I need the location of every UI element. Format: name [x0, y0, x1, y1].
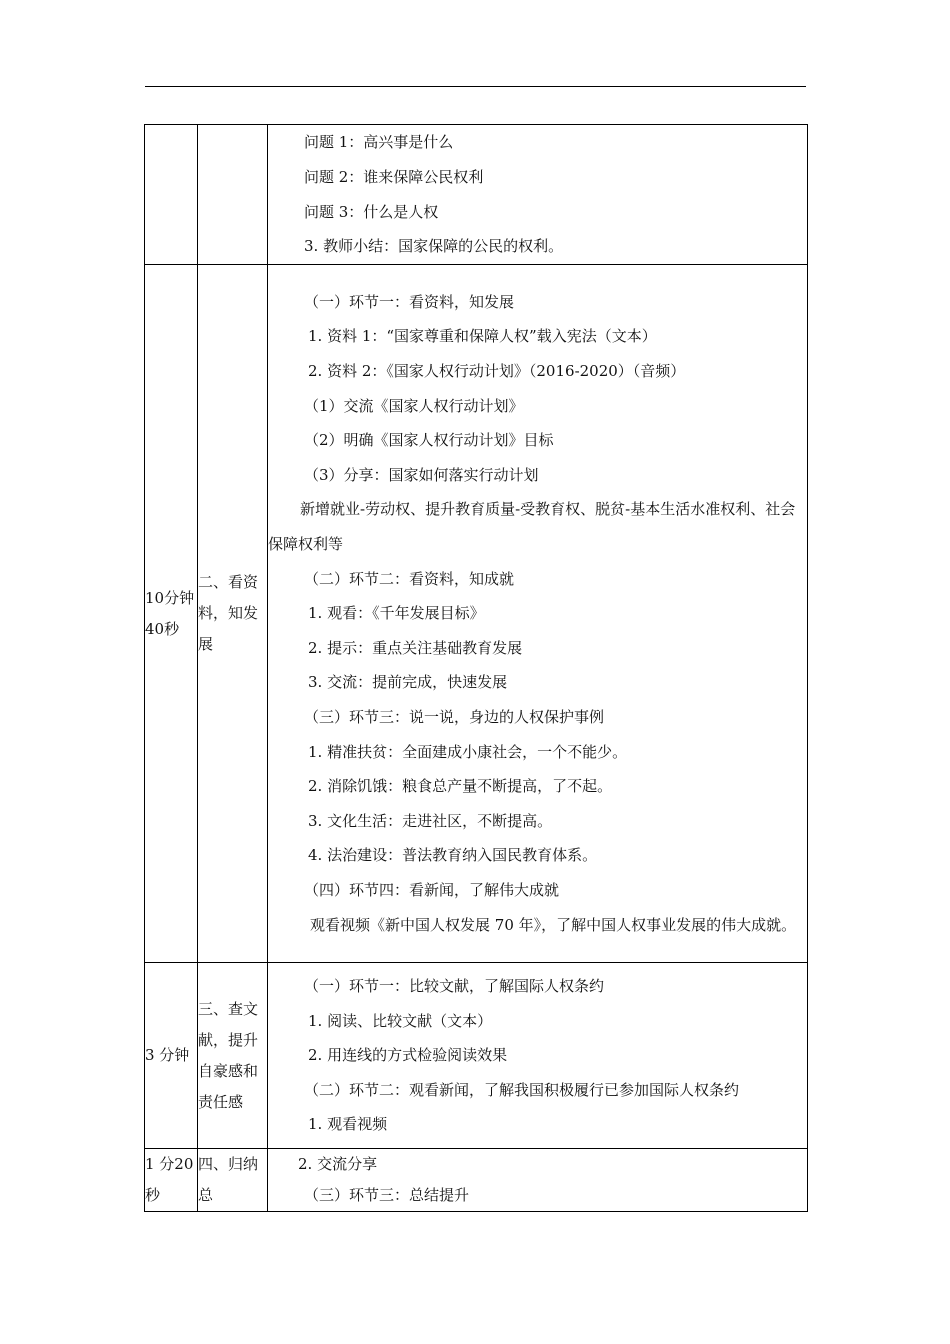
stage-cell: 四、归纳 总 [198, 1149, 268, 1212]
table-row [145, 1149, 808, 1212]
content-line: 问题 2：谁来保障公民权利 [304, 167, 484, 186]
content-line: 1. 观看视频 [308, 1115, 388, 1134]
content-line: （3）分享：国家如何落实行动计划 [304, 465, 539, 484]
content-line: 1. 精准扶贫：全面建成小康社会，一个不能少。 [308, 742, 628, 761]
time-cell [145, 125, 198, 265]
table-row [145, 125, 808, 265]
content-line: （1）交流《国家人权行动计划》 [304, 396, 524, 415]
time-cell: 3 分钟 [145, 963, 198, 1149]
content-line: （四）环节四：看新闻，了解伟大成就 [304, 880, 560, 899]
content-line: （二）环节二：看资料，知成就 [304, 569, 515, 588]
table-row [145, 963, 808, 1149]
table-row [145, 265, 808, 963]
content-line: 1. 资料 1：“国家尊重和保障人权”载入宪法（文本） [308, 327, 657, 346]
content-cell [268, 963, 808, 1149]
content-cell [268, 125, 808, 265]
stage-cell: 二、看资料，知发展 [198, 265, 268, 963]
content-line: （三）环节三：总结提升 [304, 1186, 470, 1204]
content-line: （一）环节一：看资料，知发展 [304, 292, 515, 311]
content-line: （2）明确《国家人权行动计划》目标 [304, 431, 554, 450]
content-line: （二）环节二：观看新闻，了解我国积极履行已参加国际人权条约 [304, 1080, 740, 1099]
header-rule [145, 86, 806, 87]
content-line: 3. 教师小结：国家保障的公民的权利。 [304, 237, 564, 256]
content-line: 1. 观看：《千年发展目标》 [308, 604, 485, 623]
content-line: 2. 提示：重点关注基础教育发展 [308, 638, 523, 657]
content-line: 4. 法治建设：普法教育纳入国民教育体系。 [308, 846, 598, 865]
content-line: 2. 交流分享 [298, 1155, 378, 1173]
time-cell: 10分钟40秒 [145, 265, 198, 963]
content-line: 2. 资料 2：《国家人权行动计划》（2016-2020）（音频） [308, 362, 686, 381]
stage-cell [198, 125, 268, 265]
content-line: 2. 用连线的方式检验阅读效果 [308, 1046, 508, 1065]
content-line: 问题 1：高兴事是什么 [304, 133, 454, 152]
content-line: 2. 消除饥饿：粮食总产量不断提高，了不起。 [308, 777, 613, 796]
content-cell [268, 265, 808, 963]
time-cell: 1 分20秒 [145, 1149, 198, 1212]
content-line: 1. 阅读、比较文献（文本） [308, 1011, 493, 1030]
content-line: 3. 文化生活：走进社区，不断提高。 [308, 811, 553, 830]
content-line: 3. 交流：提前完成，快速发展 [308, 673, 508, 692]
content-paragraph: 观看视频《新中国人权发展 70 年》，了解中国人权事业发展的伟大成就。 [310, 915, 797, 934]
content-paragraph: 新增就业-劳动权、提升教育质量-受教育权、脱贫-基本生活水准权利、社会保障权利等 [268, 500, 796, 554]
content-cell [268, 1149, 808, 1212]
content-line: （一）环节一：比较文献，了解国际人权条约 [304, 977, 605, 996]
content-line: （三）环节三：说一说，身边的人权保护事例 [304, 707, 605, 726]
stage-cell: 三、查文献，提升自豪感和责任感 [198, 963, 268, 1149]
content-line: 问题 3：什么是人权 [304, 202, 439, 221]
lesson-plan-table [144, 124, 808, 1212]
